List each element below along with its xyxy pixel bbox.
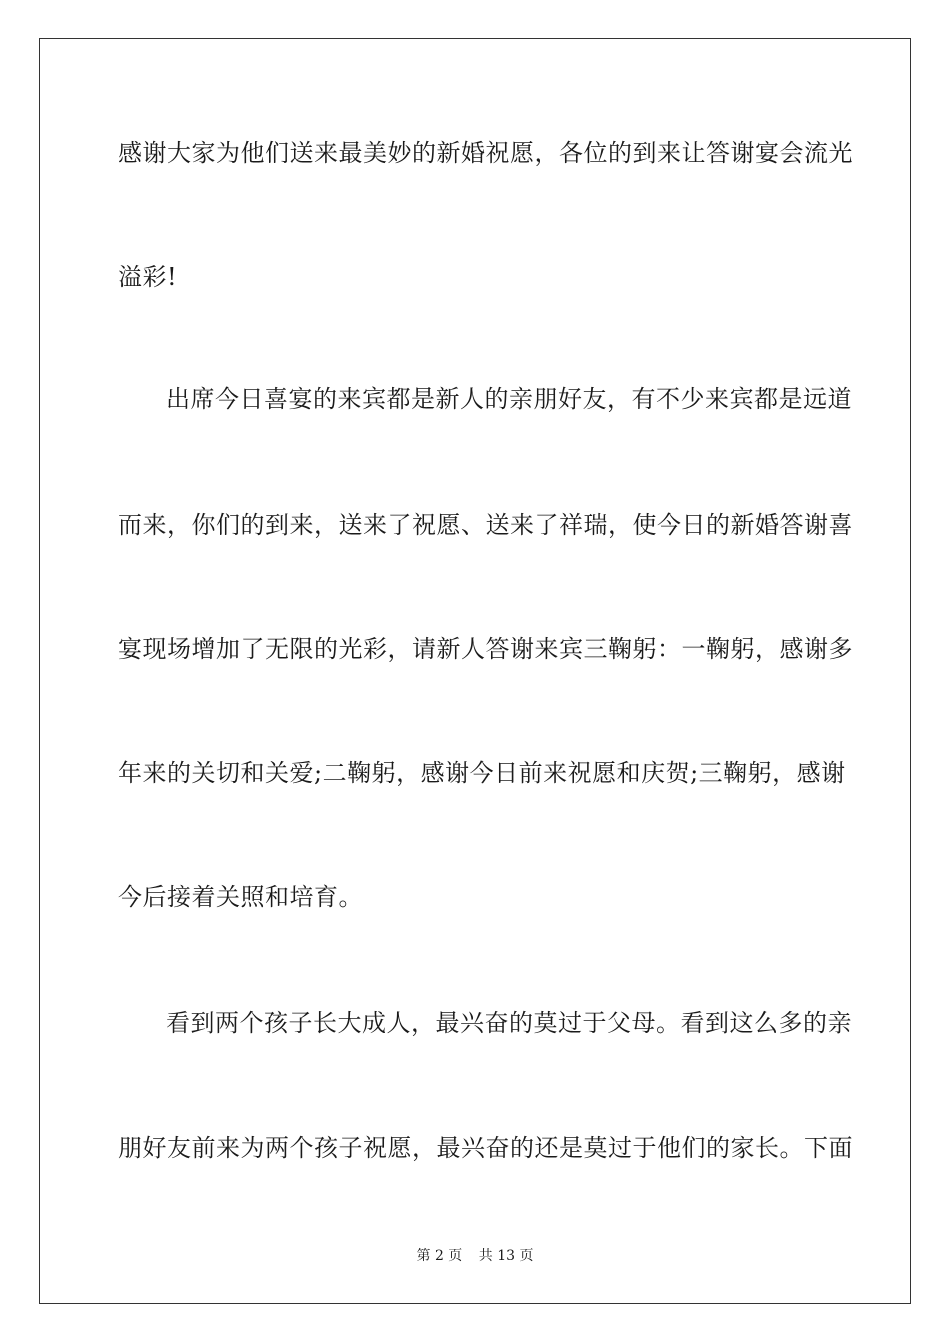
paragraph-line: 朋好友前来为两个孩子祝愿，最兴奋的还是莫过于他们的家长。下面 xyxy=(118,1134,853,1162)
paragraph-line: 今后接着关照和培育。 xyxy=(118,883,363,911)
total-pages: 共 13 页 xyxy=(478,1248,534,1264)
paragraph-line: 宴现场增加了无限的光彩，请新人答谢来宾三鞠躬：一鞠躬，感谢多 xyxy=(118,635,853,663)
paragraph-line: 看到两个孩子长大成人，最兴奋的莫过于父母。看到这么多的亲 xyxy=(166,1009,852,1037)
paragraph-line: 出席今日喜宴的来宾都是新人的亲朋好友，有不少来宾都是远道 xyxy=(166,385,852,413)
paragraph-line: 感谢大家为他们送来最美妙的新婚祝愿，各位的到来让答谢宴会流光 xyxy=(118,139,853,167)
page-number: 第 2 页 xyxy=(416,1248,463,1264)
page-footer xyxy=(0,1247,950,1265)
paragraph-line: 年来的关切和关爱;二鞠躬，感谢今日前来祝愿和庆贺;三鞠躬，感谢 xyxy=(118,759,846,787)
paragraph-line: 溢彩! xyxy=(118,263,178,291)
page-border xyxy=(39,38,911,1304)
paragraph-line: 而来，你们的到来，送来了祝愿、送来了祥瑞，使今日的新婚答谢喜 xyxy=(118,511,853,539)
